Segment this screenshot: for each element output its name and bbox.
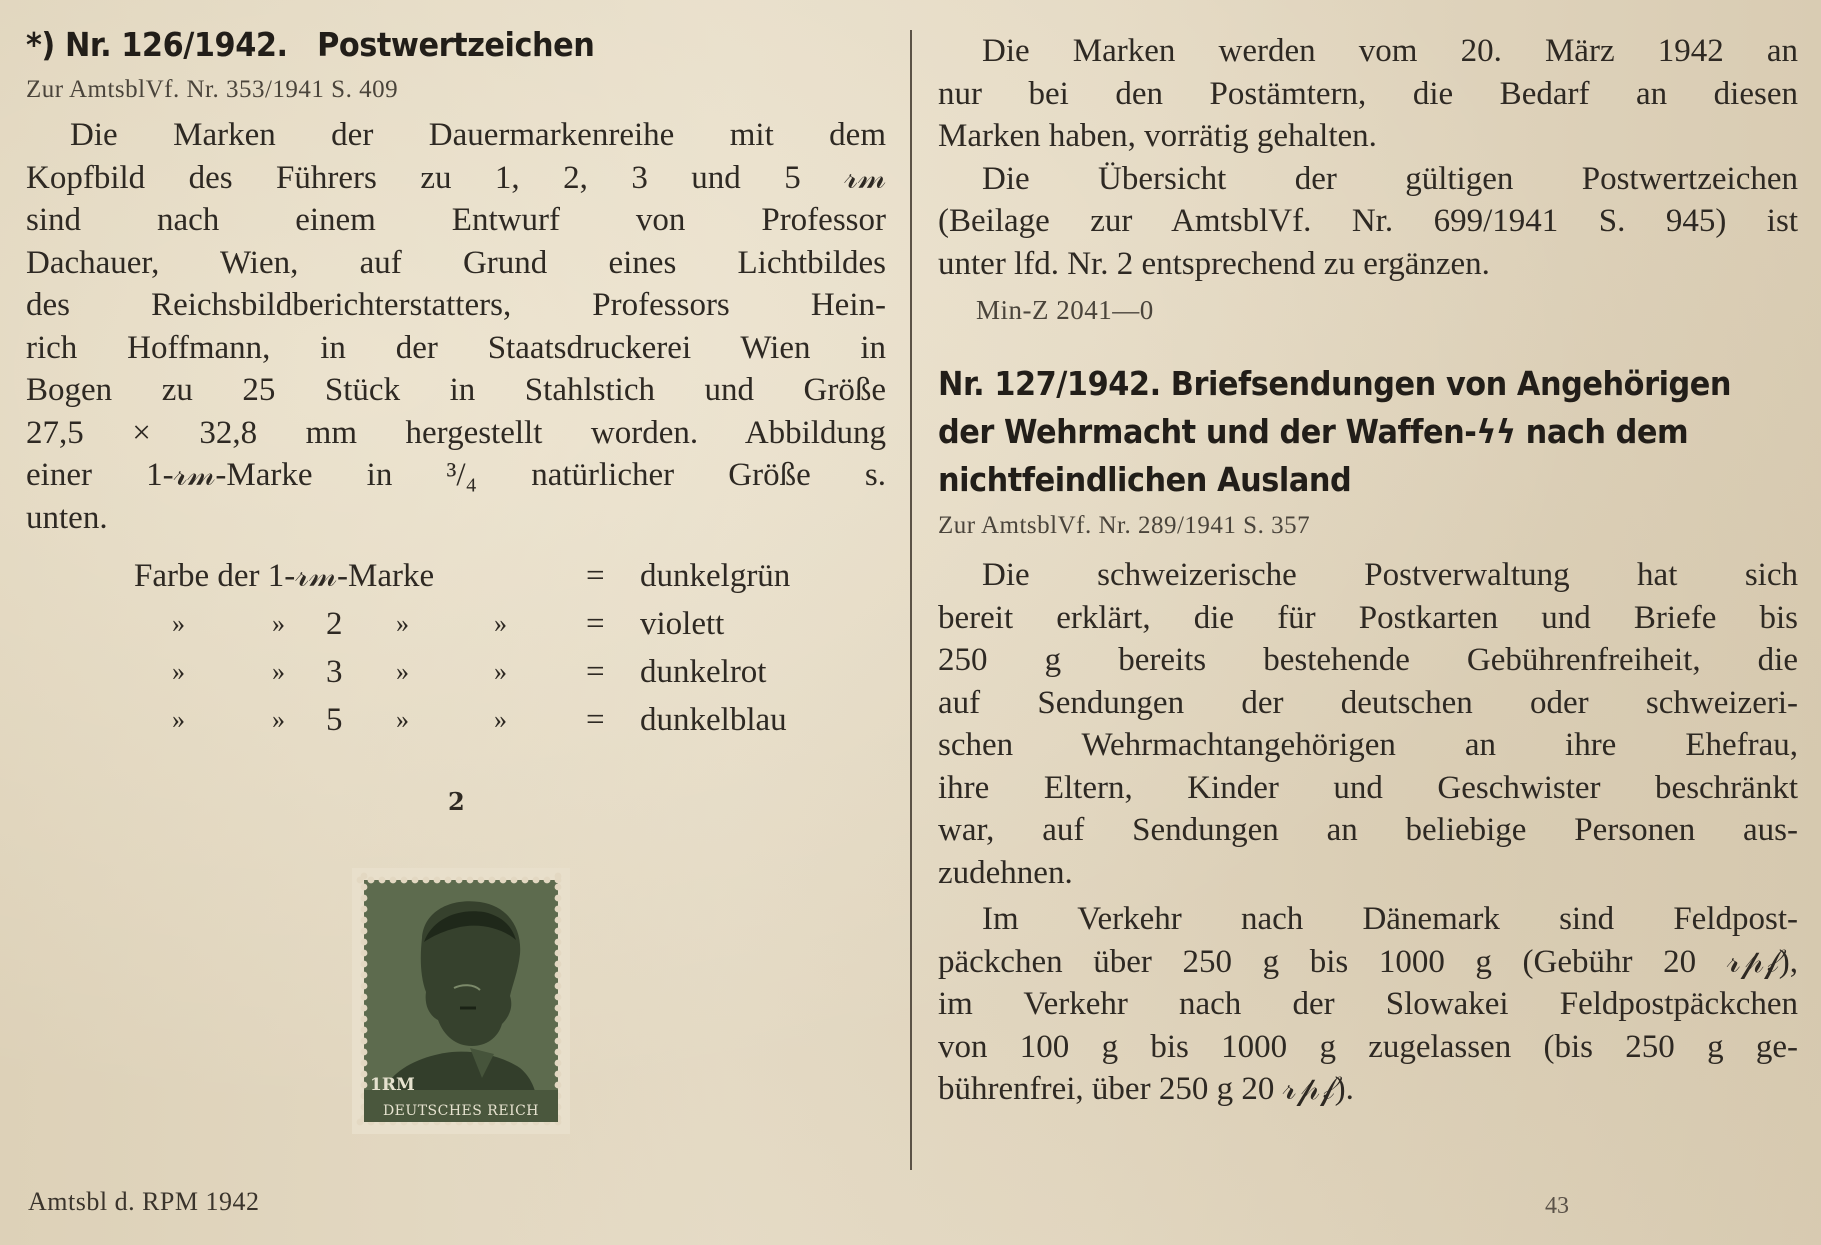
color-row <box>134 648 854 696</box>
paragraph-overview <box>938 158 1798 286</box>
text-line: zudehnen. <box>938 854 1073 891</box>
stamp-country-text: DEUTSCHES REICH <box>382 1103 540 1119</box>
perforation-hole <box>555 972 562 979</box>
perforation-hole <box>555 939 562 946</box>
reference-line: Zur AmtsblVf. Nr. 289/1941 S. 357 <box>938 512 1311 539</box>
heading-marker: *) <box>26 25 55 64</box>
text-line: war, auf Sendungen an beliebige Personen aus- <box>938 812 1798 848</box>
ditto-mark: » <box>272 705 285 734</box>
paragraph-stamps-description <box>26 114 886 539</box>
perforation-hole <box>555 1005 562 1012</box>
perforation-hole <box>361 884 368 891</box>
ditto-mark: » <box>272 657 285 686</box>
color-row-label: Farbe der 1-𝓇𝓂-Marke <box>134 558 435 594</box>
text-line: unter lfd. Nr. 2 entsprechend zu ergänzen. <box>938 245 1490 282</box>
perforation-hole <box>555 873 562 880</box>
stamp-colors-table <box>134 552 854 744</box>
ditto-mark: » <box>172 609 185 638</box>
heading-line: nichtfeindlichen Ausland <box>938 460 1352 499</box>
perforation-hole <box>555 950 562 957</box>
perforation-hole <box>533 877 540 884</box>
color-row <box>134 600 854 648</box>
equals-sign: = <box>586 606 605 642</box>
perforation-hole <box>555 1049 562 1056</box>
text-line: einer 1-𝓇𝓂-Marke in ³/₄ natürlicher Größe s. <box>26 457 886 493</box>
text-line: Kopfbild des Führers zu 1, 2, 3 und 5 𝓇𝓂 <box>26 159 886 196</box>
right-column <box>938 30 1798 1111</box>
postage-stamp-image <box>352 868 570 1134</box>
text-line: Marken haben, vorrätig gehalten. <box>938 118 1377 154</box>
ditto-mark: » <box>172 657 185 686</box>
left-column <box>26 22 886 539</box>
footer-publication: Amtsbl d. RPM 1942 <box>28 1187 260 1216</box>
text-line: nur bei den Postämtern, die Bedarf an diesen <box>938 75 1798 112</box>
perforation-hole <box>361 1005 368 1012</box>
perforation-hole <box>361 994 368 1001</box>
perforation-hole <box>361 928 368 935</box>
heading-line: Nr. 127/1942. Briefsendungen von Angehörigen <box>938 364 1732 403</box>
perforation-hole <box>555 1027 562 1034</box>
color-value: dunkelgrün <box>640 558 791 594</box>
stamp-denomination: 1RM <box>370 1075 415 1095</box>
perforation-hole <box>555 983 562 990</box>
perforation-hole <box>361 1071 368 1078</box>
reference-line: Zur AmtsblVf. Nr. 353/1941 S. 409 <box>26 76 399 103</box>
figure-label: 2 <box>448 787 465 816</box>
perforation-hole <box>522 877 529 884</box>
perforation-hole <box>555 906 562 913</box>
perforation-hole <box>555 961 562 968</box>
perforation-hole <box>361 1049 368 1056</box>
heading-number: Nr. 126/1942. <box>64 25 288 64</box>
text-line: bührenfrei, über 250 g 20 𝓇𝓅𝒻). <box>938 1071 1354 1107</box>
perforation-hole <box>361 895 368 902</box>
perforation-hole <box>489 877 496 884</box>
perforation-hole <box>361 1016 368 1023</box>
perforation-hole <box>361 1082 368 1089</box>
perforation-hole <box>555 928 562 935</box>
perforation-hole <box>555 994 562 1001</box>
perforation-hole <box>390 877 397 884</box>
perforation-hole <box>544 877 551 884</box>
paragraph-availability <box>938 30 1798 158</box>
perforation-hole <box>361 1038 368 1045</box>
equals-sign: = <box>586 654 605 690</box>
text-line: Die Marken werden vom 20. März 1942 an <box>982 33 1798 69</box>
perforation-hole <box>511 877 518 884</box>
color-value: dunkelrot <box>640 654 767 690</box>
paragraph-field-post <box>938 898 1798 1111</box>
perforation-hole <box>379 877 386 884</box>
denomination-number: 2 <box>326 606 343 642</box>
text-line: im Verkehr nach der Slowakei Feldpostpäckchen <box>938 986 1798 1022</box>
section-heading-126 <box>26 22 817 68</box>
perforation-hole <box>361 906 368 913</box>
text-line: 27,5 × 32,8 mm hergestellt worden. Abbildung <box>26 414 886 451</box>
text-line: Im Verkehr nach Dänemark sind Feldpost- <box>982 901 1798 937</box>
perforation-hole <box>445 877 452 884</box>
ditto-mark: » <box>172 705 185 734</box>
perforation-hole <box>361 961 368 968</box>
perforation-hole <box>361 1027 368 1034</box>
perforation-hole <box>555 1082 562 1089</box>
text-line: des Reichsbildberichterstatters, Professors Hein- <box>26 287 886 323</box>
perforation-hole <box>478 877 485 884</box>
perforation-hole <box>555 1038 562 1045</box>
perforation-hole <box>500 877 507 884</box>
text-line: Die Marken der Dauermarkenreihe mit dem <box>70 117 886 153</box>
perforation-hole <box>401 877 408 884</box>
text-line: unten. <box>26 499 108 536</box>
section-heading-127 <box>938 360 1797 504</box>
equals-sign: = <box>586 702 605 738</box>
paragraph-swiss-postal <box>938 554 1798 894</box>
denomination-number: 5 <box>326 702 343 738</box>
ditto-mark: » <box>396 705 409 734</box>
text-line: ihre Eltern, Kinder und Geschwister beschränkt <box>938 769 1798 806</box>
ditto-mark: » <box>396 609 409 638</box>
heading-title: Postwertzeichen <box>317 25 595 64</box>
perforation-hole <box>555 1016 562 1023</box>
perforation-hole <box>361 917 368 924</box>
text-line: 250 g bereits bestehende Gebührenfreiheit, die <box>938 642 1798 678</box>
perforation-hole <box>361 972 368 979</box>
text-line: Dachauer, Wien, auf Grund eines Lichtbildes <box>26 244 886 281</box>
perforation-hole <box>555 917 562 924</box>
denomination-number: 3 <box>326 654 343 690</box>
perforation-hole <box>412 877 419 884</box>
perforation-hole <box>423 877 430 884</box>
perforation-hole <box>434 877 441 884</box>
ditto-mark: » <box>396 657 409 686</box>
text-line: von 100 g bis 1000 g zugelassen (bis 250 g ge- <box>938 1028 1798 1065</box>
perforation-hole <box>361 1060 368 1067</box>
ditto-mark: » <box>272 609 285 638</box>
perforation-hole <box>361 873 368 880</box>
perforation-hole <box>456 877 463 884</box>
text-line: Die Übersicht der gültigen Postwertzeichen <box>982 160 1798 197</box>
perforation-hole <box>467 877 474 884</box>
color-value: violett <box>640 606 725 642</box>
text-line: Bogen zu 25 Stück in Stahlstich und Größe <box>26 372 886 408</box>
perforation-hole <box>555 895 562 902</box>
ditto-mark: » <box>494 705 507 734</box>
text-line: sind nach einem Entwurf von Professor <box>26 202 886 238</box>
ditto-mark: » <box>494 657 507 686</box>
column-divider <box>910 30 912 1170</box>
equals-sign: = <box>586 558 605 594</box>
perforation-hole <box>555 1060 562 1067</box>
text-line: auf Sendungen der deutschen oder schweizeri- <box>938 684 1798 721</box>
color-row <box>134 552 854 600</box>
text-line: päckchen über 250 g bis 1000 g (Gebühr 20 𝓇𝓅𝒻), <box>938 943 1798 980</box>
heading-line: der Wehrmacht und der Waffen-ϟϟ nach dem <box>938 412 1689 451</box>
color-row <box>134 696 854 744</box>
ditto-mark: » <box>494 609 507 638</box>
text-line: rich Hoffmann, in der Staatsdruckerei Wien in <box>26 329 886 366</box>
perforation-hole <box>555 884 562 891</box>
color-value: dunkelblau <box>640 702 787 738</box>
perforation-hole <box>555 1071 562 1078</box>
text-line: (Beilage zur AmtsblVf. Nr. 699/1941 S. 945) ist <box>938 203 1798 239</box>
perforation-hole <box>361 939 368 946</box>
text-line: Die schweizerische Postverwaltung hat sich <box>982 557 1798 593</box>
ministry-code: Min-Z 2041—0 <box>976 295 1154 325</box>
perforation-hole <box>361 983 368 990</box>
text-line: schen Wehrmachtangehörigen an ihre Ehefrau, <box>938 727 1798 763</box>
page-number: 43 <box>1545 1193 1569 1219</box>
perforation-hole <box>368 877 375 884</box>
perforation-hole <box>361 950 368 957</box>
text-line: bereit erklärt, die für Postkarten und Briefe bis <box>938 599 1798 636</box>
